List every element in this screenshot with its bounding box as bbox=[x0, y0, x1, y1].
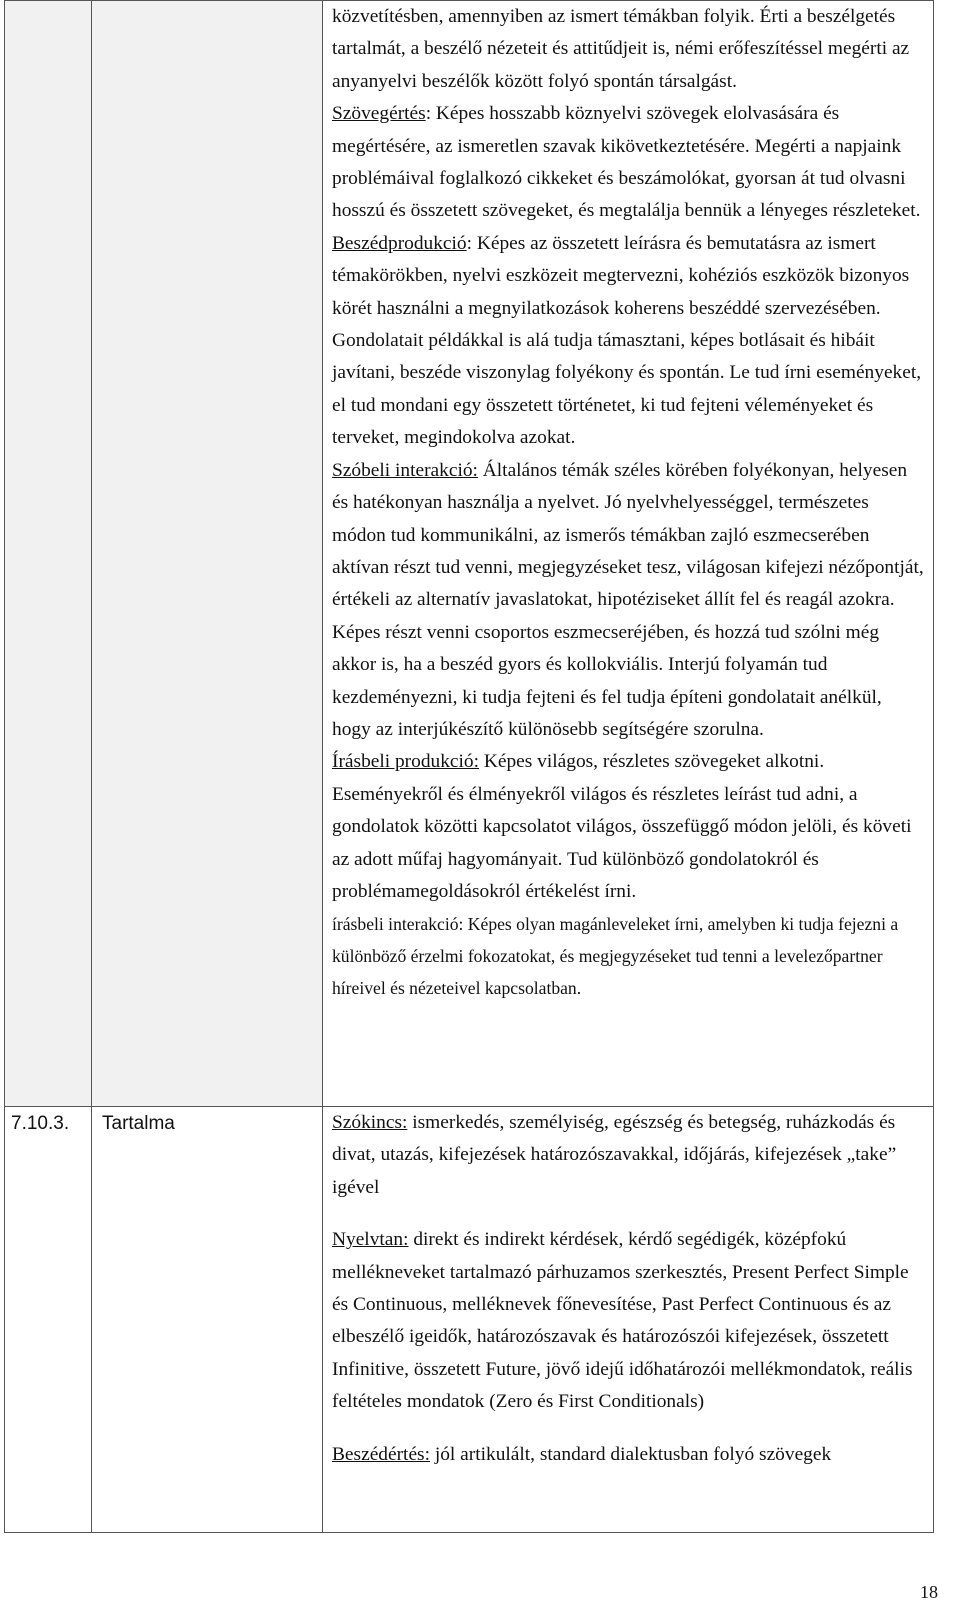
speech-production-paragraph: Beszédprodukció: Képes az összetett leírásra és bemutatásra az ismert témakörökben, nyelvi eszközeit megtervezni, kohéziós eszközök bizonyos körét használni a megnyilatkozások koherens beszéddé szervezésében. Gondolatait példákkal is alá tudja támasztani, képes botlásait és hibáit javítani, beszéde viszonylag folyékony és spontán. Le tud írni eseményeket, el tud mondani egy összetett történetet, ki tud fejteni véleményeket és terveket, megindokolva azokat. bbox=[332, 232, 922, 449]
written-production-label: Írásbeli produkció: bbox=[332, 751, 480, 773]
content-cell bbox=[323, 1, 934, 1107]
written-interaction-paragraph: írásbeli interakció: Képes olyan magánleveleket írni, amelyben ki tudja fejezni a különböző érzelmi fokozatokat, és megjegyzéseket tud tenni a levelezőpartner híreivel és nézeteivel kapcsolatban. bbox=[332, 914, 899, 999]
table-row bbox=[5, 1, 934, 1107]
table-row bbox=[5, 1107, 934, 1533]
number-cell bbox=[5, 1, 92, 1107]
label-cell bbox=[92, 1107, 323, 1533]
reading-paragraph: Szövegértés: Képes hosszabb köznyelvi szövegek elolvasására és megértésére, az ismeretlen szavak kikövetkeztetésére. Megérti a napjaink problémáival foglalkozó cikkeket és beszámolókat, gyorsan át tud olvasni hosszú és összetett szövegeket, és megtalálja bennük a lényeges részleteket. bbox=[332, 103, 921, 222]
number-cell bbox=[5, 1107, 92, 1533]
grammar-paragraph: Nyelvtan: direkt és indirekt kérdések, kérdő segédigék, középfokú mellékneveket tartalmazó párhuzamos szerkesztés, Present Perfect Simple és Continuous, melléknevek főnevesítése, Past Perfect Continuous és az elbeszélő igeidők, határozószavak és határozószói kifejezések, összetett Infinitive, összetett Future, jövő idejű időhatározói mellékmondatok, reális feltételes mondatok (Zero és First Conditionals) bbox=[332, 1229, 913, 1413]
listening-content-paragraph: Beszédértés: jól artikulált, standard dialektusban folyó szövegek bbox=[332, 1443, 832, 1465]
oral-interaction-paragraph: Szóbeli interakció: Általános témák széles körében folyékonyan, helyesen és hatékonyan használja a nyelvet. Jó nyelvhelyességgel, természetes módon tud kommunikálni, az ismerős témákban zajló eszmecserében aktívan részt tud venni, megjegyzéseket tesz, világosan kifejezi nézőpontját, értékeli az alternatív javaslatokat, hipotéziseket állít fel és reagál azokra. Képes részt venni csoportos eszmecseréjében, és hozzá tud szólni még akkor is, ha a beszéd gyors és kollokviális. Interjú folyamán tud kezdeményezni, ki tudja fejteni és fel tudja építeni gondolatait anélkül, hogy az interjúkészítő különösebb segítségére szorulna. bbox=[332, 459, 924, 740]
speech-production-label: Beszédprodukció bbox=[332, 232, 467, 254]
vocabulary-label: Szókincs: bbox=[332, 1112, 408, 1133]
content-cell bbox=[323, 1107, 934, 1533]
listening-paragraph: közvetítésben, amennyiben az ismert témákban folyik. Érti a beszélgetés tartalmát, a beszélő nézeteit és attitűdjeit is, némi erőfeszítéssel megérti az anyanyelvi beszélők között folyó spontán társalgást. bbox=[332, 6, 910, 92]
page-number: 18 bbox=[920, 1582, 938, 1602]
reading-label: Szövegértés bbox=[332, 103, 426, 125]
oral-interaction-label: Szóbeli interakció: bbox=[332, 459, 478, 481]
vocabulary-paragraph: Szókincs: ismerkedés, személyiség, egészség és betegség, ruházkodás és divat, utazás, kifejezések határozószavakkal, időjárás, kifejezések „take” igével bbox=[332, 1112, 897, 1198]
label-cell bbox=[92, 1, 323, 1107]
section-number: 7.10.3. bbox=[11, 1113, 70, 1134]
written-production-paragraph: Írásbeli produkció: Képes világos, részletes szövegeket alkotni. Eseményekről és élményekről világos és részletes leírást tud adni, a gondolatok közötti kapcsolatot világos, összefüggő módon jelöli, és követi az adott műfaj hagyományait. Tud különböző gondolatokról és problémamegoldásokról értékelést írni. bbox=[332, 751, 912, 902]
grammar-label: Nyelvtan: bbox=[332, 1229, 409, 1251]
listening-label: Beszédértés: bbox=[332, 1443, 430, 1465]
curriculum-table bbox=[4, 0, 934, 1533]
section-title: Tartalma bbox=[102, 1113, 175, 1134]
